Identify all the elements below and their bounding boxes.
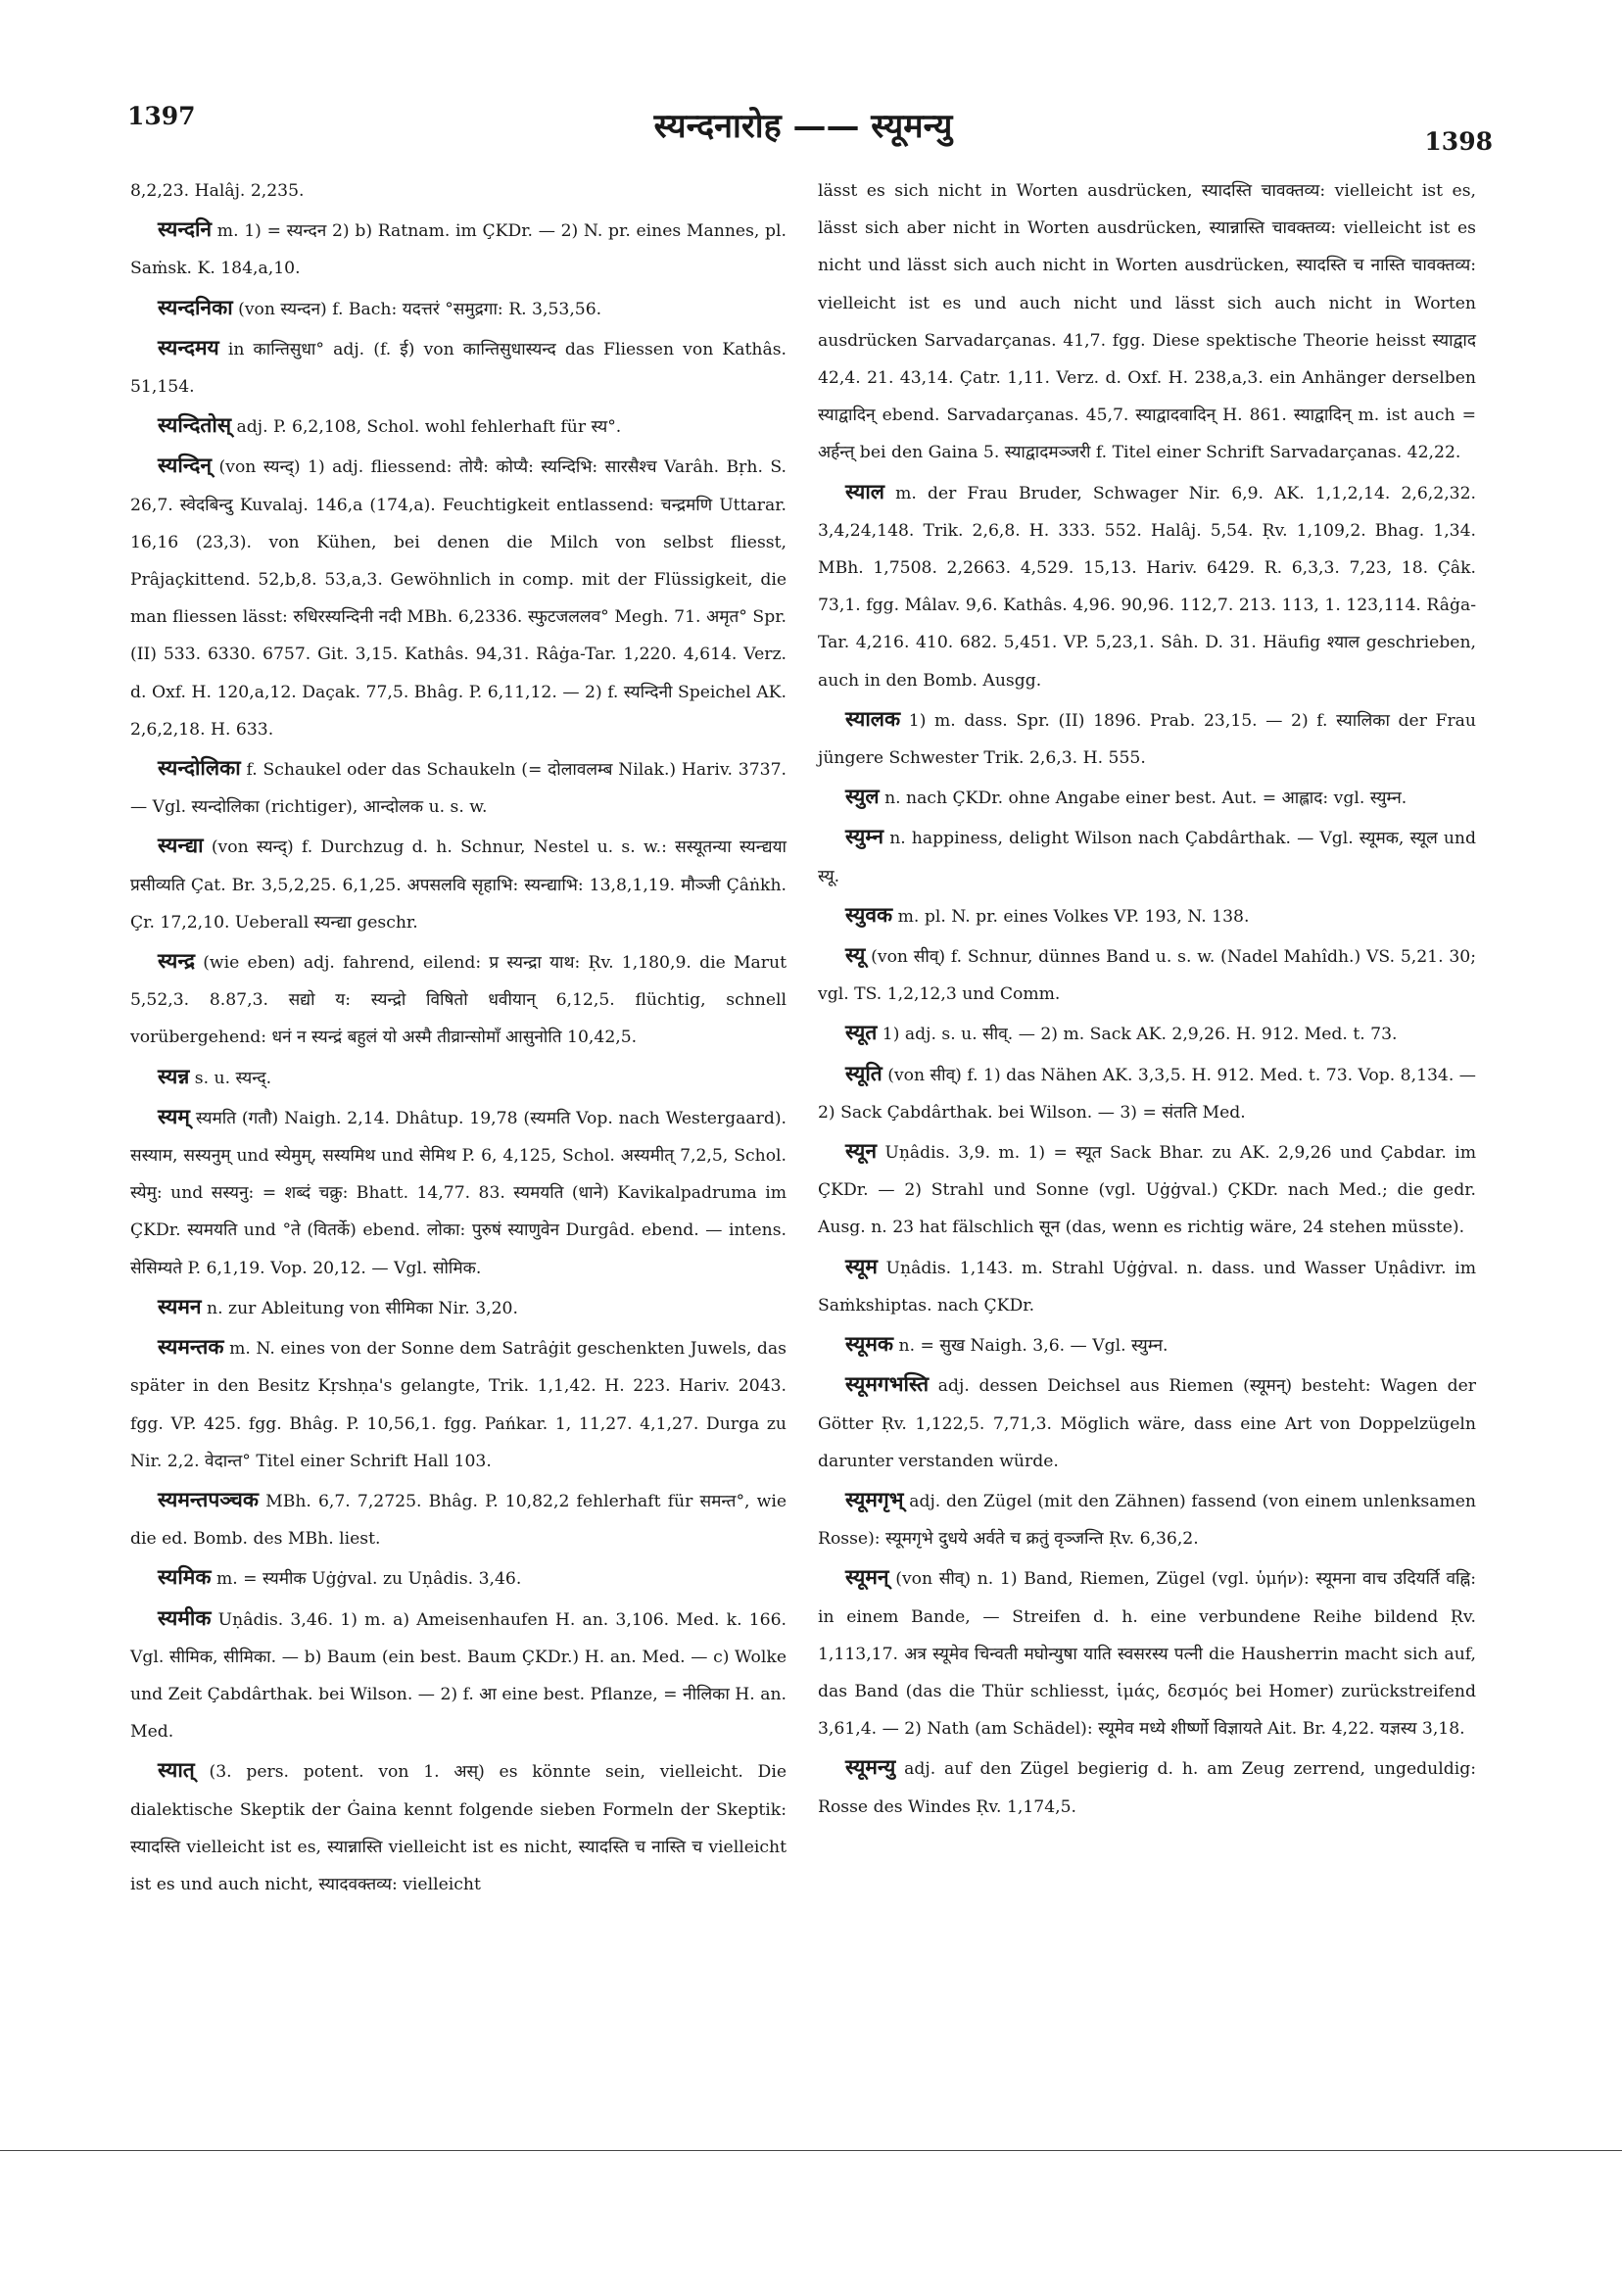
dictionary-entry — [130, 329, 787, 406]
dictionary-entry — [130, 1058, 787, 1097]
entry-text: adj. P. 6,2,108, Schol. wohl fehlerhaft für स्य°. — [236, 417, 622, 438]
dictionary-entry — [130, 211, 787, 287]
entry-text: n. happiness, delight Wilson nach Çabdârthak. — Vgl. स्यूमक, स्यूल und स्यू. — [818, 829, 1476, 886]
entry-headword: स्यात् — [158, 1757, 195, 1783]
entry-text: (wie eben) adj. fahrend, eilend: प्र स्यन्द्रा याथ: Ṛv. 1,180,9. die Marut 5,52,3. 8.87,3. सद्यो य: स्यन्द्रो विषितो धवीयान् 6,12,5. flüchtig, schnell vorübergehend: धनं न स्यन्द्रं बहुलं यो अस्मै तीव्रान्सोमाँ आसुनोति 10,42,5. — [130, 953, 787, 1048]
dictionary-entry — [818, 172, 1476, 472]
dictionary-entry — [130, 1328, 787, 1480]
dictionary-entry — [130, 447, 787, 748]
entry-headword: स्यून — [845, 1138, 878, 1164]
entry-text: adj. den Zügel (mit den Zähnen) fassend (von einem unlenksamen Rosse): स्यूमगृभे दुधये अर्वते च क्रतुं वृञ्जन्ति Ṛv. 6,36,2. — [818, 1491, 1476, 1550]
left-column — [130, 172, 787, 1904]
entry-headword: स्यमन्तपञ्चक — [158, 1486, 259, 1511]
dictionary-entry — [818, 1014, 1476, 1053]
entry-headword: स्यूमगृभ् — [845, 1486, 904, 1511]
entry-text: Uṇâdis. 3,46. 1) m. a) Ameisenhaufen H. an. 3,106. Med. k. 166. Vgl. सीमिक, सीमिका. — b) Baum (ein best. Baum ÇKDr.) H. an. Med. — c) Wolke und Zeit Çabdârthak. bei Wilson. — 2) f. आ eine best. Pflanze, = नीलिका H. an. Med. — [130, 1609, 787, 1743]
page-number-left: 1397 — [127, 102, 196, 130]
dictionary-entry — [130, 407, 787, 446]
dictionary-entry — [818, 936, 1476, 1013]
entry-headword: स्यमीक — [158, 1604, 212, 1630]
entry-text: (von सीव्) f. 1) das Nähen AK. 3,3,5. H. 912. Med. t. 73. Vop. 8,134. — 2) Sack Çabdârthak. bei Wilson. — 3) = संतति Med. — [818, 1065, 1476, 1123]
dictionary-entry — [130, 172, 787, 210]
entry-text: (von स्यन्द्) f. Durchzug d. h. Schnur, Nestel u. s. w.: सस्यूतन्या स्यन्द्यया प्रसीव्यति Çat. Br. 3,5,2,25. 6,1,25. अपसलवि सृहाभि: स्यन्द्याभि: 13,8,1,19. मौञ्जी Çâṅkh. Çr. 17,2,10. Ueberall स्यन्द्या geschr. — [130, 837, 787, 933]
entry-text: (von स्यन्दन) f. Bach: यदत्तरं °समुद्रगा: R. 3,53,56. — [238, 299, 602, 319]
entry-text: स्यमति (गतौ) Naigh. 2,14. Dhâtup. 19,78 (स्यमति Vop. nach Westergaard). सस्याम, सस्यनुम् und स्येमुम्, सस्यमिथ und सेमिथ P. 6, 4,125, Schol. अस्यमीत् 7,2,5, Schol. स्येमु: und सस्यनु: = शब्दं चक्रु: Bhatt. 14,77. 83. स्यमयति (धाने) Kavikalpadruma im ÇKDr. स्यमयति und °ते (वितर्के) ebend. लोका: पुरुषं स्याणुवेन Durgâd. ebend. — intens. सेसिम्यते P. 6,1,19. Vop. 20,12. — Vgl. सोमिक. — [130, 1108, 787, 1278]
entry-text: in कान्तिसुधा° adj. (f. ई) von कान्तिसुधास्यन्द das Fliessen von Kathâs. 51,154. — [130, 339, 787, 398]
entry-headword: स्युल — [845, 784, 880, 809]
dictionary-entry — [818, 1558, 1476, 1747]
entry-headword: स्युवक — [845, 901, 893, 927]
entry-headword: स्यूत — [845, 1020, 878, 1045]
dictionary-entry — [818, 1248, 1476, 1324]
entry-text: Uṇâdis. 3,9. m. 1) = स्यूत Sack Bhar. zu AK. 2,9,26 und Çabdar. im ÇKDr. — 2) Strahl und Sonne (vgl. Uġġval.) ÇKDr. nach Med.; die gedr. Ausg. n. 23 hat fälschlich सून (das, wenn es richtig wäre, 24 stehen müsste). — [818, 1143, 1476, 1238]
dictionary-entry — [130, 827, 787, 941]
right-column — [818, 172, 1476, 1827]
entry-text: Uṇâdis. 1,143. m. Strahl Uġġval. n. dass. und Wasser Uṇâdivr. im Saṁkshiptas. nach ÇKDr. — [818, 1258, 1476, 1315]
entry-text: adj. dessen Deichsel aus Riemen (स्यूमन्) besteht: Wagen der Götter Ṛv. 1,122,5. 7,71,3. Möglich wäre, dass eine Art von Doppelzügeln darunter verstanden würde. — [818, 1376, 1476, 1471]
footer-rule — [0, 2150, 1622, 2151]
entry-text: m. pl. N. pr. eines Volkes VP. 193, N. 138. — [897, 906, 1250, 927]
entry-text: (3. pers. potent. von 1. अस्) es könnte sein, vielleicht. Die dialektische Skeptik der Ġaina kennt folgende sieben Formeln der Skeptik: स्यादस्ति vielleicht ist es, स्यान्नास्ति vielleicht ist es nicht, स्यादस्ति च नास्ति च vielleicht ist es und auch nicht, स्यादवक्तव्य: vielleicht — [130, 1762, 787, 1894]
entry-headword: स्यन्दिन् — [158, 453, 213, 478]
entry-text: m. der Frau Bruder, Schwager Nir. 6,9. AK. 1,1,2,14. 2,6,2,32. 3,4,24,148. Trik. 2,6,8. H. 333. 552. Halâj. 5,54. Ṛv. 1,109,2. Bhag. 1,34. MBh. 1,7508. 2,2663. 4,529. 15,13. Hariv. 6429. R. 6,3,3. 7,23, 18. Çâk. 73,1. fgg. Mâlav. 9,6. Kathâs. 4,96. 90,96. 112,7. 213. 113, 1. 123,114. Râġa-Tar. 4,216. 410. 682. 5,451. VP. 5,23,1. Sâh. D. 31. Häufig श्याल geschrieben, auch in den Bomb. Ausgg. — [818, 483, 1476, 691]
entry-headword: स्यमन — [158, 1293, 202, 1318]
entry-headword: स्युम्न — [845, 824, 884, 849]
dictionary-entry — [818, 473, 1476, 699]
entry-headword: स्यन्न — [158, 1063, 190, 1088]
entry-headword: स्यमन्तक — [158, 1334, 224, 1360]
entry-headword: स्यन्द्या — [158, 833, 204, 858]
dictionary-entry — [130, 1481, 787, 1557]
entry-text: adj. auf den Zügel begierig d. h. am Zeug zerrend, ungeduldig: Rosse des Windes Ṛv. 1,174,5. — [818, 1759, 1476, 1817]
entry-headword: स्यन्दोलिका — [158, 755, 241, 781]
entry-headword: स्यमिक — [158, 1564, 212, 1590]
dictionary-entry — [130, 1288, 787, 1327]
dictionary-entry — [130, 1558, 787, 1598]
dictionary-entry — [818, 818, 1476, 894]
entry-headword: स्याल — [845, 478, 885, 503]
entry-headword: स्यूमक — [845, 1331, 894, 1357]
entry-text: m. N. eines von der Sonne dem Satrâġit geschenkten Juwels, das später in den Besitz Kṛshṇa's gelangte, Trik. 1,1,42. H. 223. Hariv. 2043. fgg. VP. 425. fgg. Bhâg. P. 10,56,1. fgg. Pańkar. 1, 11,27. 4,1,27. Durga zu Nir. 2,2. वेदान्त° Titel einer Schrift Hall 103. — [130, 1339, 787, 1471]
entry-text: (von सीव्) n. 1) Band, Riemen, Zügel (vgl. ὑμήν): स्यूमना वाच उदियर्ति वह्नि: in einem Bande, — Streifen d. h. eine verbundene Reihe bildend Ṛv. 1,113,17. अत्र स्यूमेव चिन्वती मघोन्युषा याति स्वसरस्य पत्नी die Hausherrin macht sich auf, das Band (das die Thür schliesst, ἱμάς, δεσμός bei Homer) zurückstreifend 3,61,4. — 2) Nath (am Schädel): स्यूमेव मध्ये शीर्ष्णो विज्ञायते Ait. Br. 4,22. यज्ञस्य 3,18. — [818, 1569, 1476, 1740]
entry-text: m. 1) = स्यन्दन 2) b) Ratnam. im ÇKDr. — 2) N. pr. eines Mannes, pl. Saṁsk. K. 184,a,10. — [130, 221, 787, 279]
entry-text: m. = स्यमीक Uġġval. zu Uṇâdis. 3,46. — [215, 1569, 522, 1590]
dictionary-entry — [818, 700, 1476, 777]
dictionary-entry — [818, 1481, 1476, 1557]
entry-headword: स्यन्दनि — [158, 216, 213, 242]
entry-text: s. u. स्यन्द्. — [194, 1068, 272, 1088]
entry-headword: स्यन्दनिका — [158, 294, 233, 319]
dictionary-entry — [130, 749, 787, 826]
page-header — [118, 102, 1493, 156]
entry-text: n. nach ÇKDr. ohne Angabe einer best. Aut. = आह्लाद: vgl. स्युम्न. — [884, 789, 1407, 809]
entry-text: (von सीव्) f. Schnur, dünnes Band u. s. w. (Nadel Mahîdh.) VS. 5,21. 30; vgl. TS. 1,2,12,3 und Comm. — [818, 947, 1476, 1005]
entry-headword: स्यूमन् — [845, 1564, 889, 1590]
dictionary-entry — [818, 1132, 1476, 1247]
entry-text: 1) adj. s. u. सीव्. — 2) m. Sack AK. 2,9,26. H. 912. Med. t. 73. — [882, 1025, 1398, 1045]
entry-text: MBh. 6,7. 7,2725. Bhâg. P. 10,82,2 fehlerhaft für समन्त°, wie die ed. Bomb. des MBh. liest. — [130, 1491, 787, 1550]
entry-text: lässt es sich nicht in Worten ausdrücken, स्यादस्ति चावक्तव्य: vielleicht ist es, lässt sich aber nicht in Worten ausdrücken, स्यान्नास्ति चावक्तव्य: vielleicht ist es nicht und lässt sich auch nicht in Worten ausdrücken, स्यादस्ति च नास्ति चावक्तव्य: vielleicht ist es und auch nicht und lässt sich auch nicht in Worten ausdrücken Sarvadarçanas. 41,7. fgg. Diese spektische Theorie heisst स्याद्वाद 42,4. 21. 43,14. Çatr. 1,11. Verz. d. Oxf. H. 238,a,3. ein Anhänger derselben स्याद्वादिन् ebend. Sarvadarçanas. 45,7. स्याद्वादवादिन् H. 861. स्याद्वादिन् m. ist auch = अर्हन्त् bei den Gaina 5. स्याद्वादमञ्जरी f. Titel einer Schrift Sarvadarçanas. 42,22. — [818, 181, 1476, 463]
entry-headword: स्यन्दमय — [158, 334, 219, 359]
dictionary-entry — [130, 1600, 787, 1751]
dictionary-entry — [818, 896, 1476, 935]
entry-text: n. = सुख Naigh. 3,6. — Vgl. स्युम्न. — [898, 1336, 1169, 1357]
dictionary-entry — [818, 1055, 1476, 1131]
entry-text: f. Schaukel oder das Schaukeln (= दोलावलम्ब Nilak.) Hariv. 3737. — Vgl. स्यन्दोलिका (richtiger), आन्दोलक u. s. w. — [130, 760, 787, 818]
dictionary-entry — [130, 289, 787, 328]
entry-text: (von स्यन्द्) 1) adj. fliessend: तोयै: कोप्यै: स्यन्दिभि: सारसैश्च Varâh. Bṛh. S. 26,7. स्वेदबिन्दु Kuvalaj. 146,a (174,a). Feuchtigkeit entlassend: चन्द्रमणि Uttarar. 16,16 (23,3). von Kühen, bei denen die Milch von selbst fliesst, Prâjaçkittend. 52,b,8. 53,a,3. Gewöhnlich in comp. mit der Flüssigkeit, die man fliessen lässt: रुधिरस्यन्दिनी नदी MBh. 6,2336. स्फुटजललव° Megh. 71. अमृत° Spr. (II) 533. 6330. 6757. Git. 3,15. Kathâs. 94,31. Râġa-Tar. 1,220. 4,614. Verz. d. Oxf. H. 120,a,12. Daçak. 77,5. Bhâg. P. 6,11,12. — 2) f. स्यन्दिनी Speichel AK. 2,6,2,18. H. 633. — [130, 457, 787, 740]
entry-headword: स्यम् — [158, 1103, 190, 1128]
page-number-right: 1398 — [1424, 127, 1493, 156]
entry-text: 1) m. dass. Spr. (II) 1896. Prab. 23,15. — 2) f. स्यालिका der Frau jüngere Schwester Trik. 2,6,3. H. 555. — [818, 710, 1477, 769]
entry-headword: स्यन्दितोस् — [158, 412, 232, 438]
entry-headword: स्यूमन्यु — [845, 1754, 896, 1780]
dictionary-entry — [818, 778, 1476, 817]
entry-headword: स्यू — [845, 942, 866, 968]
entry-headword: स्यन्द्र — [158, 948, 195, 974]
dictionary-entry — [130, 1098, 787, 1287]
dictionary-entry — [818, 1748, 1476, 1825]
entry-headword: स्यूति — [845, 1060, 883, 1085]
dictionary-entry — [818, 1365, 1476, 1480]
dictionary-entry — [130, 1751, 787, 1903]
entry-text: n. zur Ableitung von सीमिका Nir. 3,20. — [207, 1298, 518, 1318]
entry-headword: स्यालक — [845, 705, 901, 731]
dictionary-entry — [130, 942, 787, 1057]
entry-headword: स्यूम — [845, 1253, 878, 1278]
entry-text: 8,2,23. Halâj. 2,235. — [130, 181, 305, 201]
dictionary-entry — [818, 1325, 1476, 1364]
entry-headword: स्यूमगभस्ति — [845, 1371, 930, 1397]
running-headwords: स्यन्दनारोह —— स्यूमन्यु — [653, 107, 953, 146]
